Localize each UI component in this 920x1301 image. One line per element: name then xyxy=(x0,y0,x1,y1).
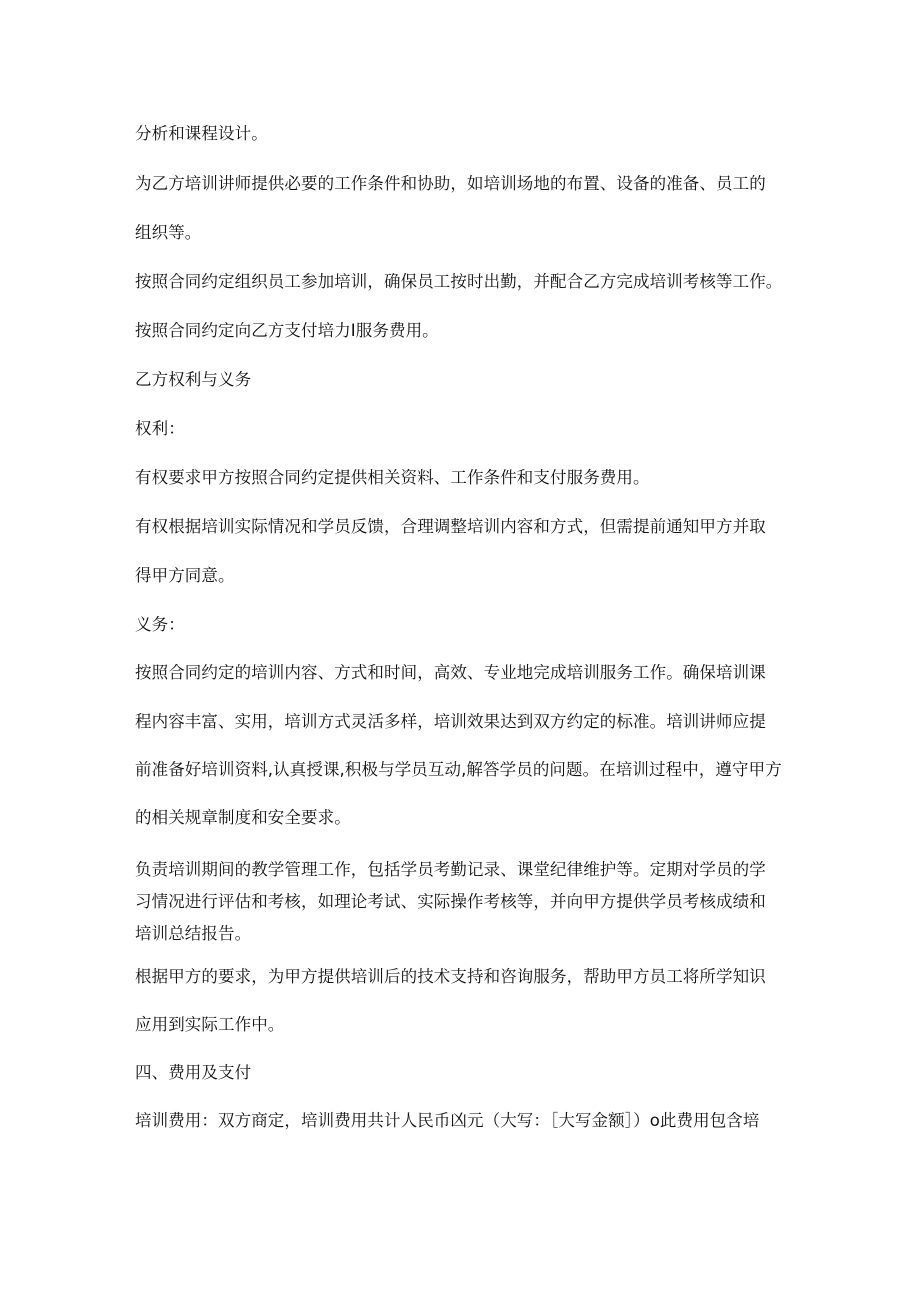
text-line: 前准备好培训资料,认真授课,积极与学员互动,解答学员的问题。在培训过程中，遵守甲方 xyxy=(135,760,782,779)
section-heading: 乙方权利与义务 xyxy=(135,370,252,389)
text-line: 按照合同约定向乙方支付培力I服务费用。 xyxy=(135,321,439,340)
subheading-rights: 权利： xyxy=(135,419,185,438)
text-line: 有权要求甲方按照合同约定提供相关资料、工作条件和支付服务费用。 xyxy=(135,468,650,487)
text-line: 程内容丰富、实用，培训方式灵活多样，培训效果达到双方约定的标准。培训讲师应提 xyxy=(135,712,766,731)
text-line: 应用到实际工作中。 xyxy=(135,1015,285,1034)
text-line: 分析和课程设计。 xyxy=(135,124,268,143)
text-line: 有权根据培训实际情况和学员反馈，合理调整培训内容和方式，但需提前通知甲方并取 xyxy=(135,517,766,536)
text-line: 习情况进行评估和考核，如理论考试、实际操作考核等，并向甲方提供学员考核成绩和 xyxy=(135,892,766,911)
text-line: 得甲方同意。 xyxy=(135,566,235,585)
text-line: 负责培训期间的教学管理工作，包括学员考勤记录、课堂纪律维护等。定期对学员的学 xyxy=(135,860,766,879)
text-line: 组织等。 xyxy=(135,223,202,242)
text-line: 培训总结报告。 xyxy=(135,924,252,943)
text-line: 根据甲方的要求，为甲方提供培训后的技术支持和咨询服务，帮助甲方员工将所学知识 xyxy=(135,967,766,986)
subheading-obligations: 义务： xyxy=(135,615,185,634)
section-heading: 四、费用及支付 xyxy=(135,1063,252,1082)
text-line: 按照合同约定组织员工参加培训，确保员工按时出勤，并配合乙方完成培训考核等工作。 xyxy=(135,272,783,291)
text-line: 按照合同约定的培训内容、方式和时间，高效、专业地完成培训服务工作。确保培训课 xyxy=(135,663,766,682)
text-line: 为乙方培训讲师提供必要的工作条件和协助，如培训场地的布置、设备的准备、员工的 xyxy=(135,174,766,193)
text-line: 培训费用：双方商定，培训费用共计人民币凶元（大写：［大写金额］）o此费用包含培 xyxy=(135,1111,760,1130)
text-line: 的相关规章制度和安全要求。 xyxy=(135,808,351,827)
